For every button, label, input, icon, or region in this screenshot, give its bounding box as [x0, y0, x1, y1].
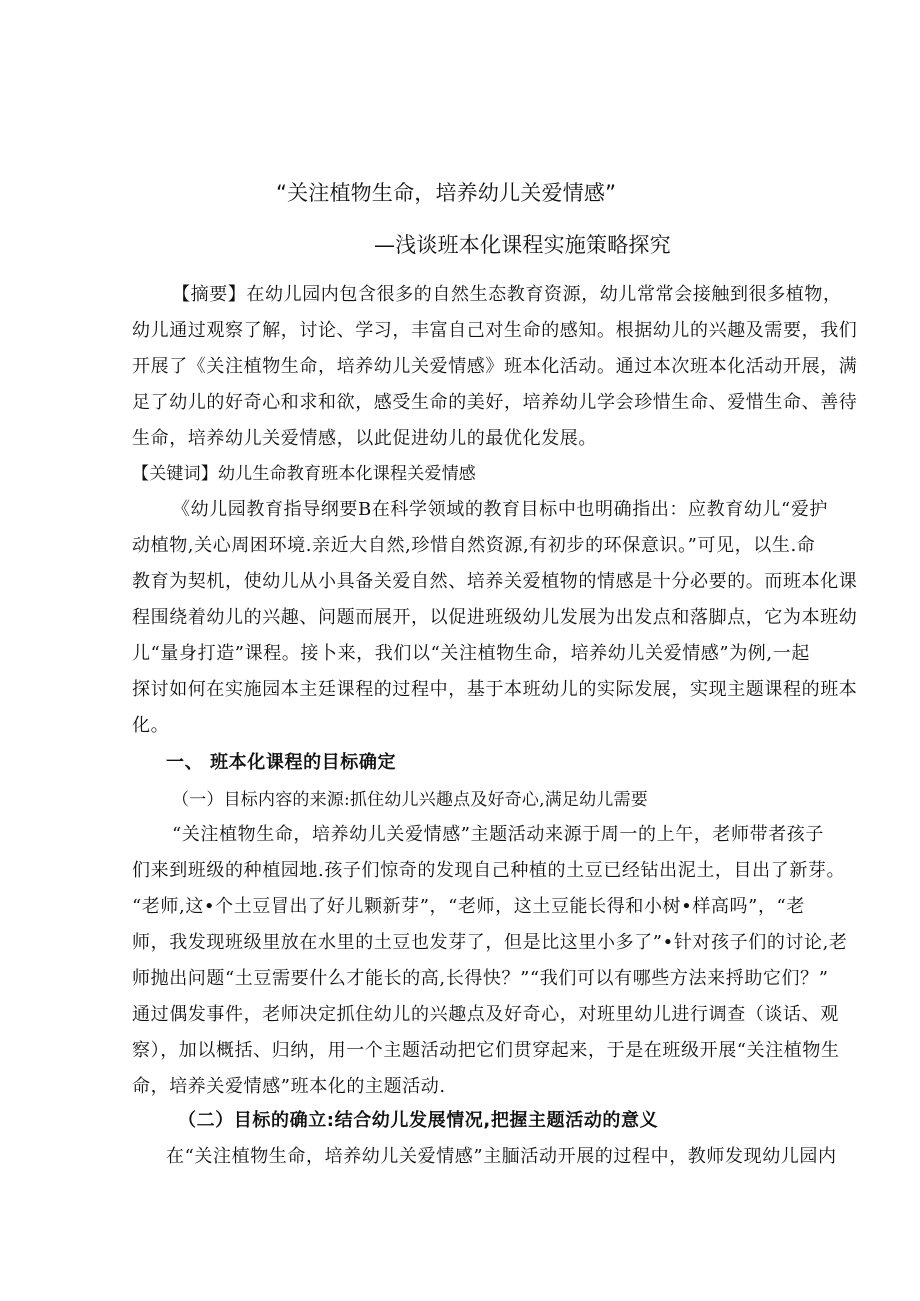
body-line: 师，我发现班级里放在水里的土豆也发芽了，但是比这里小多了”•针对孩子们的讨论,老 [132, 932, 848, 953]
body-line: 师抛出问题“土豆需要什么才能长的高,长得快？”“我们可以有哪些方法来捋助它们？” [132, 968, 829, 989]
abstract-line: 【摘要】在幼儿园内包含很多的自然生态教育资源，幼儿常常会接触到很多植物， [172, 284, 842, 305]
intro-line: 化。 [132, 715, 170, 736]
abstract-line: 开展了《关注植物生命，培养幼儿关爱情感》班本化活动。通过本次班本化活动开展，满 [132, 356, 858, 377]
intro-line: 程围绕着幼儿的兴趣、问题而展开，以促进班级幼儿发展为出发点和落脚点，它为本班幼 [132, 607, 858, 628]
intro-line: 《幼儿园教育指导纲要B在科学领域的教育目标中也明确指出：应教育幼儿“爱护 [172, 499, 829, 520]
intro-line: 探讨如何在实施园本主廷课程的过程中，基于本班幼儿的实际发展，实现主题课程的班本 [132, 679, 858, 700]
body-line: “关注植物生命，培养幼儿关爱情感”主题活动来源于周一的上午，老师带者孩子 [172, 824, 825, 845]
intro-line: 儿“量身打造”课程。接卜来，我们以“关注植物生命，培养幼儿关爱情感”为例,一起 [132, 643, 810, 664]
body-line: 们来到班级的种植园地.孩子们惊奇的发现自己种植的土豆已经钻出泥土，目出了新芽。 [132, 860, 846, 881]
title-line-1: “关注植物生命，培养幼儿关爱情感” [276, 181, 617, 205]
body-line: 在“关注植物生命，培养幼儿关爱情感”主腼活动开展的过程中，教师发现幼儿园内 [166, 1146, 837, 1167]
body-line: 通过偶发事件，老师决定抓住幼儿的兴趣点及好奇心，对班里幼儿进行调查（谈话、观 [132, 1004, 839, 1025]
abstract-line: 幼儿通过观察了解，讨论、学习，丰富自己对生命的感知。根据幼儿的兴趣及需要，我们 [132, 320, 858, 341]
body-line: “老师,这•个土豆冒出了好儿颗新芽”，“老师，这土豆能长得和小树•样高吗”，“老 [132, 896, 805, 917]
abstract-line: 生命，培养幼儿关爱情感，以此促进幼儿的最优化发展。 [132, 428, 597, 449]
intro-line: 教育为契机，使幼儿从小具备关爱自然、培养关爱植物的情感是十分必要的。而班本化课 [132, 571, 858, 592]
keywords-line: 【关键词】幼儿生命教育班本化课程关爱情感 [132, 464, 476, 484]
section-heading: 一、 班本化课程的目标确定 [166, 752, 397, 773]
subsection-heading: （二）目标的确立:结合幼儿发展情况,把握主题活动的意义 [178, 1110, 659, 1131]
title-line-2: —浅谈班本化课程实施策略探究 [374, 233, 671, 257]
intro-line: 动植物,关心周困环境.亲近大自然,珍惜自然资源,有初步的环保意识。”可见，以生.命 [132, 535, 816, 556]
abstract-line: 足了幼儿的好奇心和求和欲，感受生命的美好，培养幼儿学会珍惜生命、爱惜生命、善待 [132, 392, 858, 413]
body-line: 命，培养关爱情感”班本化的主题活动. [132, 1076, 446, 1097]
subsection-heading: （一）目标内容的来源:抓住幼儿兴趣点及好奇心,满足幼儿需要 [172, 790, 648, 810]
body-line: 察），加以概括、归纳，用一个主题活动把它们贯穿起来，于是在班级开展“关注植物生 [132, 1040, 840, 1061]
